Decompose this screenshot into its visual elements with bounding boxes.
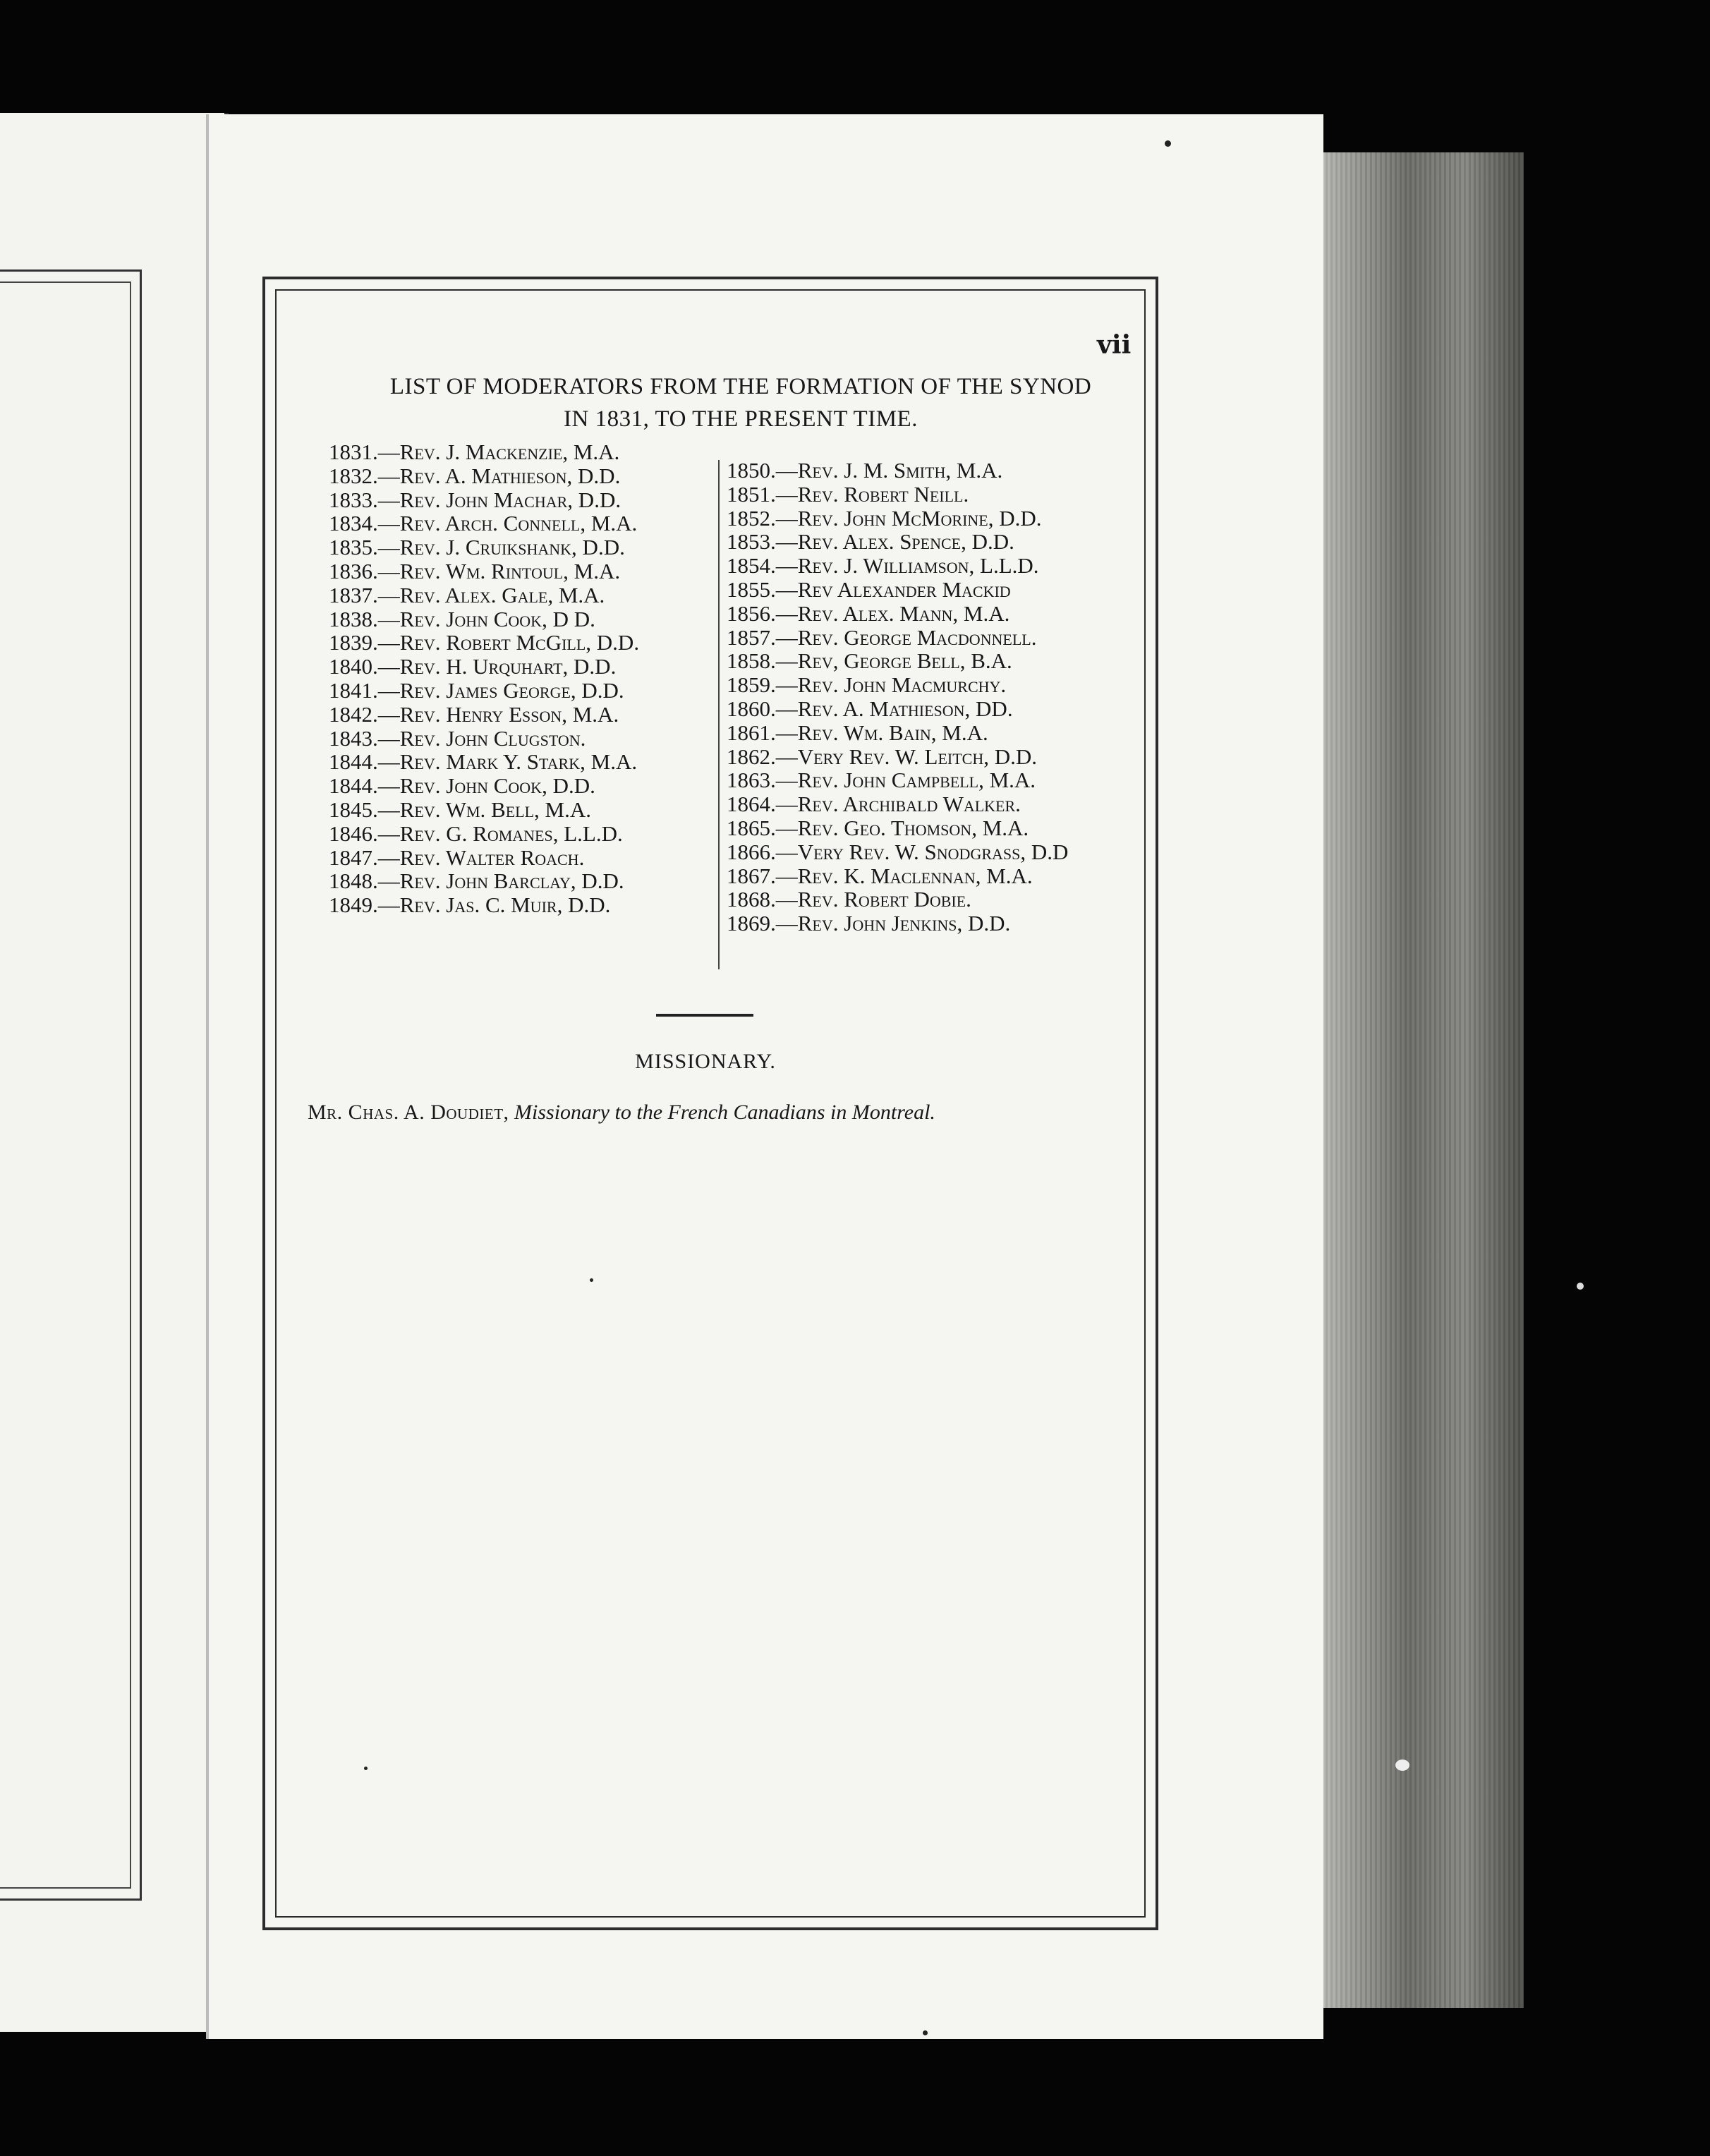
missionary-role: Missionary to the French Canadians in Montreal. <box>514 1101 935 1124</box>
moderator-entry: 1860.—Rev. A. Mathieson, DD. <box>727 696 1013 721</box>
moderator-entry: 1851.—Rev. Robert Neill. <box>727 481 969 507</box>
moderator-entry: 1839.—Rev. Robert McGill, D.D. <box>329 630 640 655</box>
moderators-list-right <box>727 459 1068 935</box>
heading-line-2: IN 1831, TO THE PRESENT TIME. <box>564 406 918 432</box>
moderator-entry: 1868.—Rev. Robert Dobie. <box>727 887 971 912</box>
page-number: vii <box>1097 330 1132 360</box>
moderator-entry: 1841.—Rev. James George, D.D. <box>329 677 624 703</box>
heading-line-1: LIST OF MODERATORS FROM THE FORMATION OF THE SYNOD <box>389 374 1092 399</box>
scan-speck <box>590 1278 593 1282</box>
moderator-entry: 1835.—Rev. J. Cruikshank, D.D. <box>329 535 625 560</box>
moderator-entry: 1866.—Very Rev. W. Snodgrass, D.D <box>727 839 1069 864</box>
scan-speck <box>364 1767 368 1770</box>
moderator-entry: 1849.—Rev. Jas. C. Muir, D.D. <box>329 892 611 918</box>
page-heading <box>325 370 1157 435</box>
moderator-entry: 1837.—Rev. Alex. Gale, M.A. <box>329 582 605 607</box>
moderator-entry: 1843.—Rev. John Clugston. <box>329 725 586 751</box>
moderator-entry: 1862.—Very Rev. W. Leitch, D.D. <box>727 744 1038 769</box>
book-page-edges <box>1291 152 1524 2008</box>
moderator-entry: 1853.—Rev. Alex. Spence, D.D. <box>727 529 1014 555</box>
moderator-entry: 1845.—Rev. Wm. Bell, M.A. <box>329 797 591 822</box>
moderators-list-left <box>329 440 639 917</box>
scan-speck <box>923 2030 928 2035</box>
scan-speck <box>1577 1283 1584 1290</box>
moderator-entry: 1869.—Rev. John Jenkins, D.D. <box>727 911 1011 936</box>
moderator-entry: 1844.—Rev. John Cook, D.D. <box>329 773 595 799</box>
moderator-entry: 1852.—Rev. John McMorine, D.D. <box>727 505 1042 531</box>
moderator-entry: 1863.—Rev. John Campbell, M.A. <box>727 768 1036 793</box>
moderator-entry: 1854.—Rev. J. Williamson, L.L.D. <box>727 553 1039 579</box>
moderator-entry: 1848.—Rev. John Barclay, D.D. <box>329 868 624 894</box>
moderator-entry: 1867.—Rev. K. Maclennan, M.A. <box>727 863 1033 888</box>
moderator-entry: 1858.—Rev, George Bell, B.A. <box>727 648 1012 674</box>
moderator-entry: 1840.—Rev. H. Urquhart, D.D. <box>329 654 617 679</box>
moderator-entry: 1838.—Rev. John Cook, D D. <box>329 606 595 631</box>
moderator-entry: 1842.—Rev. Henry Esson, M.A. <box>329 701 619 727</box>
moderator-entry: 1855.—Rev Alexander Mackid <box>727 576 1011 602</box>
moderator-entry: 1833.—Rev. John Machar, D.D. <box>329 487 621 512</box>
moderator-entry: 1834.—Rev. Arch. Connell, M.A. <box>329 511 638 536</box>
scan-speck <box>1165 140 1171 147</box>
moderator-entry: 1861.—Rev. Wm. Bain, M.A. <box>727 720 988 745</box>
previous-page-frame <box>0 270 142 1901</box>
moderator-entry: 1865.—Rev. Geo. Thomson, M.A. <box>727 815 1029 840</box>
moderator-entry: 1850.—Rev. J. M. Smith, M.A. <box>727 458 1003 483</box>
missionary-name: Mr. Chas. A. Doudiet, <box>308 1101 509 1124</box>
section-rule <box>656 1014 753 1017</box>
missionary-entry <box>308 1101 1168 1125</box>
moderator-entry: 1831.—Rev. J. Mackenzie, M.A. <box>329 440 620 464</box>
moderator-entry: 1846.—Rev. G. Romanes, L.L.D. <box>329 820 623 846</box>
moderator-entry: 1864.—Rev. Archibald Walker. <box>727 792 1021 817</box>
previous-page <box>0 113 229 2032</box>
moderator-entry: 1856.—Rev. Alex. Mann, M.A. <box>727 600 1010 626</box>
scan-speck <box>1395 1760 1409 1771</box>
moderator-entry: 1836.—Rev. Wm. Rintoul, M.A. <box>329 558 621 583</box>
moderator-entry: 1847.—Rev. Walter Roach. <box>329 844 585 870</box>
moderator-entry: 1859.—Rev. John Macmurchy. <box>727 672 1007 698</box>
missionary-heading: MISSIONARY. <box>635 1050 776 1073</box>
moderator-entry: 1844.—Rev. Mark Y. Stark, M.A. <box>329 749 638 775</box>
moderator-entry: 1832.—Rev. A. Mathieson, D.D. <box>329 463 621 488</box>
column-divider <box>718 460 720 969</box>
moderator-entry: 1857.—Rev. George Macdonnell. <box>727 624 1037 650</box>
